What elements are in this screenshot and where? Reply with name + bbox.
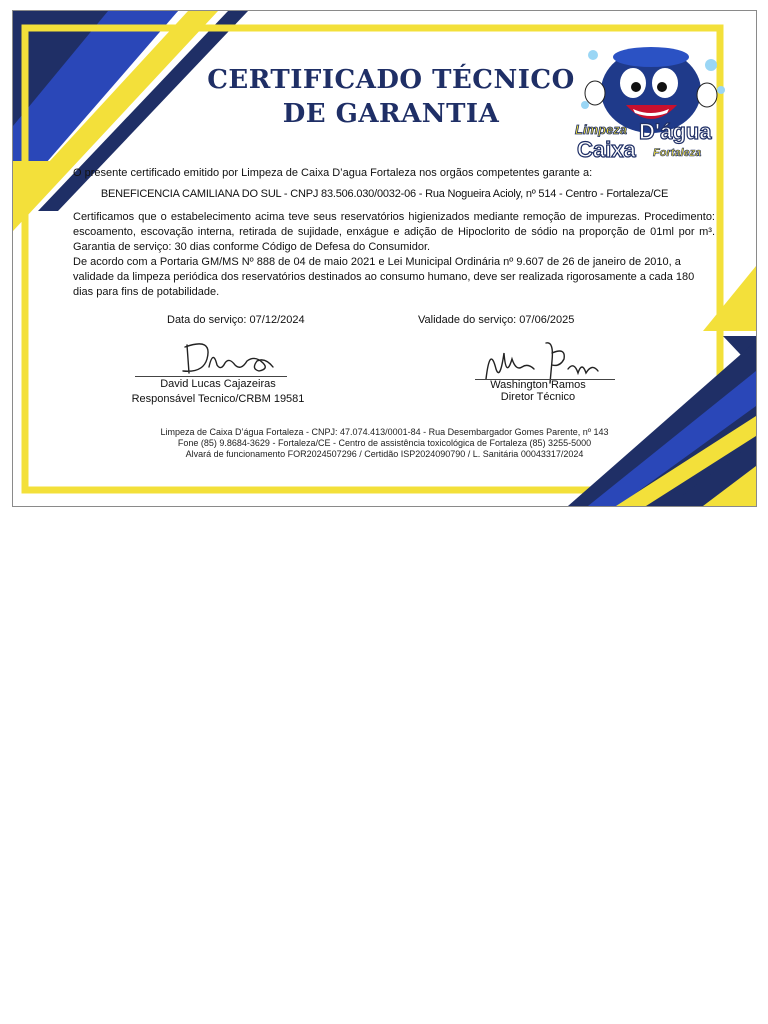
company-logo [571,35,731,163]
certificate-title-line2: DE GARANTIA [282,99,500,129]
signer-2-name: Washington Ramos [490,379,586,391]
footer-line-company: Limpeza de Caixa D’água Fortaleza - CNPJ: 47.074.413/0001-84 - Rua Desembargador Gomes Parente, nº 143 [160,427,609,437]
certificate-title-line1: CERTIFICADO TÉCNICO [207,65,575,95]
signer-1-name: David Lucas Cajazeiras [160,378,276,390]
body-paragraph-legal: De acordo com a Portaria GM/MS Nº 888 de 04 de maio 2021 e Lei Municipal Ordinária nº 9.607 de 26 de janeiro de 2010, a validade da limpeza periódica dos reservatórios destinados ao consumo humano, deve ser realizada rigorosamente a cada 180 dias para fins de potabilidade. [73,256,695,298]
body-paragraph-procedure: Certificamos que o estabelecimento acima teve seus reservatórios higienizados mediante remoção de impurezas. Procedimento: escoamento, escovação interna, retirada de sujidade, enxágue e adição de Hipoclorito de sódio na proporção de 01ml por m³. Garantia de serviço: 30 dias conforme Código de Defesa do Consumidor. [73,211,715,253]
signer-1-role: Responsável Tecnico/CRBM 19581 [131,393,305,405]
signer-2-role: Diretor Técnico [500,391,576,403]
logo-word-fortaleza: Fortaleza [653,147,702,159]
certificate-body [73,210,715,300]
intro-text: O presente certificado emitido por Limpeza de Caixa D’agua Fortaleza nos orgãos competentes garante a: [73,167,593,179]
validity-date: Validade do serviço: 07/06/2025 [418,314,575,326]
signature-david [173,337,283,379]
certificate [12,10,757,507]
client-line: BENEFICENCIA CAMILIANA DO SUL - CNPJ 83.506.030/0032-06 - Rua Nogueira Acioly, nº 514 - Centro - Fortaleza/CE [100,188,669,200]
footer-line-contact: Fone (85) 9.8684-3629 - Fortaleza/CE - Centro de assistência toxicológica de Fortaleza (85) 3255-5000 [177,438,592,448]
logo-word-dagua: D'água [639,119,712,144]
logo-word-caixa: Caixa [577,137,636,162]
logo-word-limpeza: Limpeza [575,122,628,137]
service-date: Data do serviço: 07/12/2024 [167,314,305,326]
footer-line-licenses: Alvará de funcionamento FOR2024507296 / Certidão ISP2024090790 / L. Sanitária 00043317/2024 [185,449,584,459]
